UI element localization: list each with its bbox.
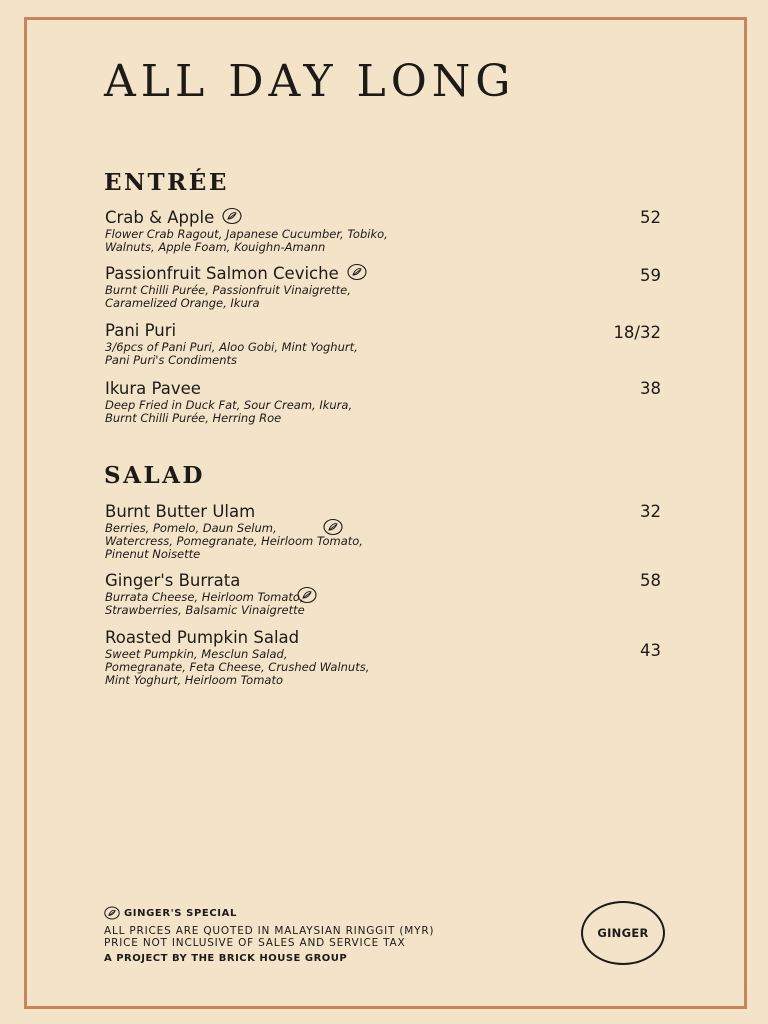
item-price: 38 bbox=[640, 379, 661, 398]
currency-note: ALL PRICES ARE QUOTED IN MALAYSIAN RINGGIT (MYR) bbox=[104, 925, 435, 937]
item-description: 3/6pcs of Pani Puri, Aloo Gobi, Mint Yoghurt, Pani Puri's Condiments bbox=[105, 340, 358, 367]
menu-item-ikura-pavee bbox=[105, 380, 665, 425]
item-description: Flower Crab Ragout, Japanese Cucumber, Tobiko, Walnuts, Apple Foam, Kouighn-Amann bbox=[105, 227, 388, 254]
leaf-icon bbox=[323, 517, 343, 537]
item-price: 43 bbox=[640, 641, 661, 660]
leaf-icon bbox=[297, 585, 317, 605]
special-legend bbox=[104, 905, 434, 921]
item-name: Passionfruit Salmon Ceviche bbox=[105, 264, 339, 283]
item-description: Sweet Pumpkin, Mesclun Salad, Pomegranate, Feta Cheese, Crushed Walnuts, Mint Yoghurt, Heirloom Tomato bbox=[105, 647, 370, 687]
item-description: Burrata Cheese, Heirloom Tomato, Strawberries, Balsamic Vinaigrette bbox=[105, 590, 305, 617]
item-name: Crab & Apple bbox=[105, 208, 215, 227]
section-title-salad: SALAD bbox=[104, 462, 205, 489]
item-name: Burnt Butter Ulam bbox=[105, 502, 256, 521]
item-name: Ikura Pavee bbox=[105, 379, 201, 398]
item-price: 32 bbox=[640, 502, 661, 521]
menu-item-roasted-pumpkin-salad bbox=[105, 629, 665, 687]
item-name: Pani Puri bbox=[105, 321, 177, 340]
item-description: Deep Fried in Duck Fat, Sour Cream, Ikura, Burnt Chilli Purée, Herring Roe bbox=[105, 398, 353, 425]
menu-item-crab-apple bbox=[105, 209, 665, 254]
menu-item-pani-puri bbox=[105, 322, 665, 367]
special-legend-label: GINGER'S SPECIAL bbox=[124, 907, 237, 919]
item-price: 59 bbox=[640, 266, 661, 285]
item-price: 18/32 bbox=[613, 323, 661, 342]
ginger-logo bbox=[581, 901, 665, 965]
logo-text: GINGER bbox=[597, 926, 649, 940]
menu-title: ALL DAY LONG bbox=[104, 56, 516, 107]
section-title-entree: ENTRÉE bbox=[104, 169, 229, 196]
menu-item-burnt-butter-ulam bbox=[105, 503, 665, 561]
item-price: 58 bbox=[640, 571, 661, 590]
item-name: Ginger's Burrata bbox=[105, 571, 241, 590]
tax-note: PRICE NOT INCLUSIVE OF SALES AND SERVICE TAX bbox=[104, 937, 406, 949]
menu-item-passionfruit-salmon-ceviche bbox=[105, 265, 665, 310]
leaf-icon bbox=[222, 206, 242, 226]
item-name: Roasted Pumpkin Salad bbox=[105, 628, 300, 647]
item-description: Burnt Chilli Purée, Passionfruit Vinaigrette, Caramelized Orange, Ikura bbox=[105, 283, 351, 310]
project-credit: A PROJECT BY THE BRICK HOUSE GROUP bbox=[104, 953, 348, 964]
item-price: 52 bbox=[640, 208, 661, 227]
menu-item-gingers-burrata bbox=[105, 572, 665, 617]
leaf-icon bbox=[104, 905, 120, 921]
item-description: Berries, Pomelo, Daun Selum, Watercress, Pomegranate, Heirloom Tomato, Pinenut Noisette bbox=[105, 521, 363, 561]
leaf-icon bbox=[347, 262, 367, 282]
menu-footer bbox=[104, 905, 434, 964]
